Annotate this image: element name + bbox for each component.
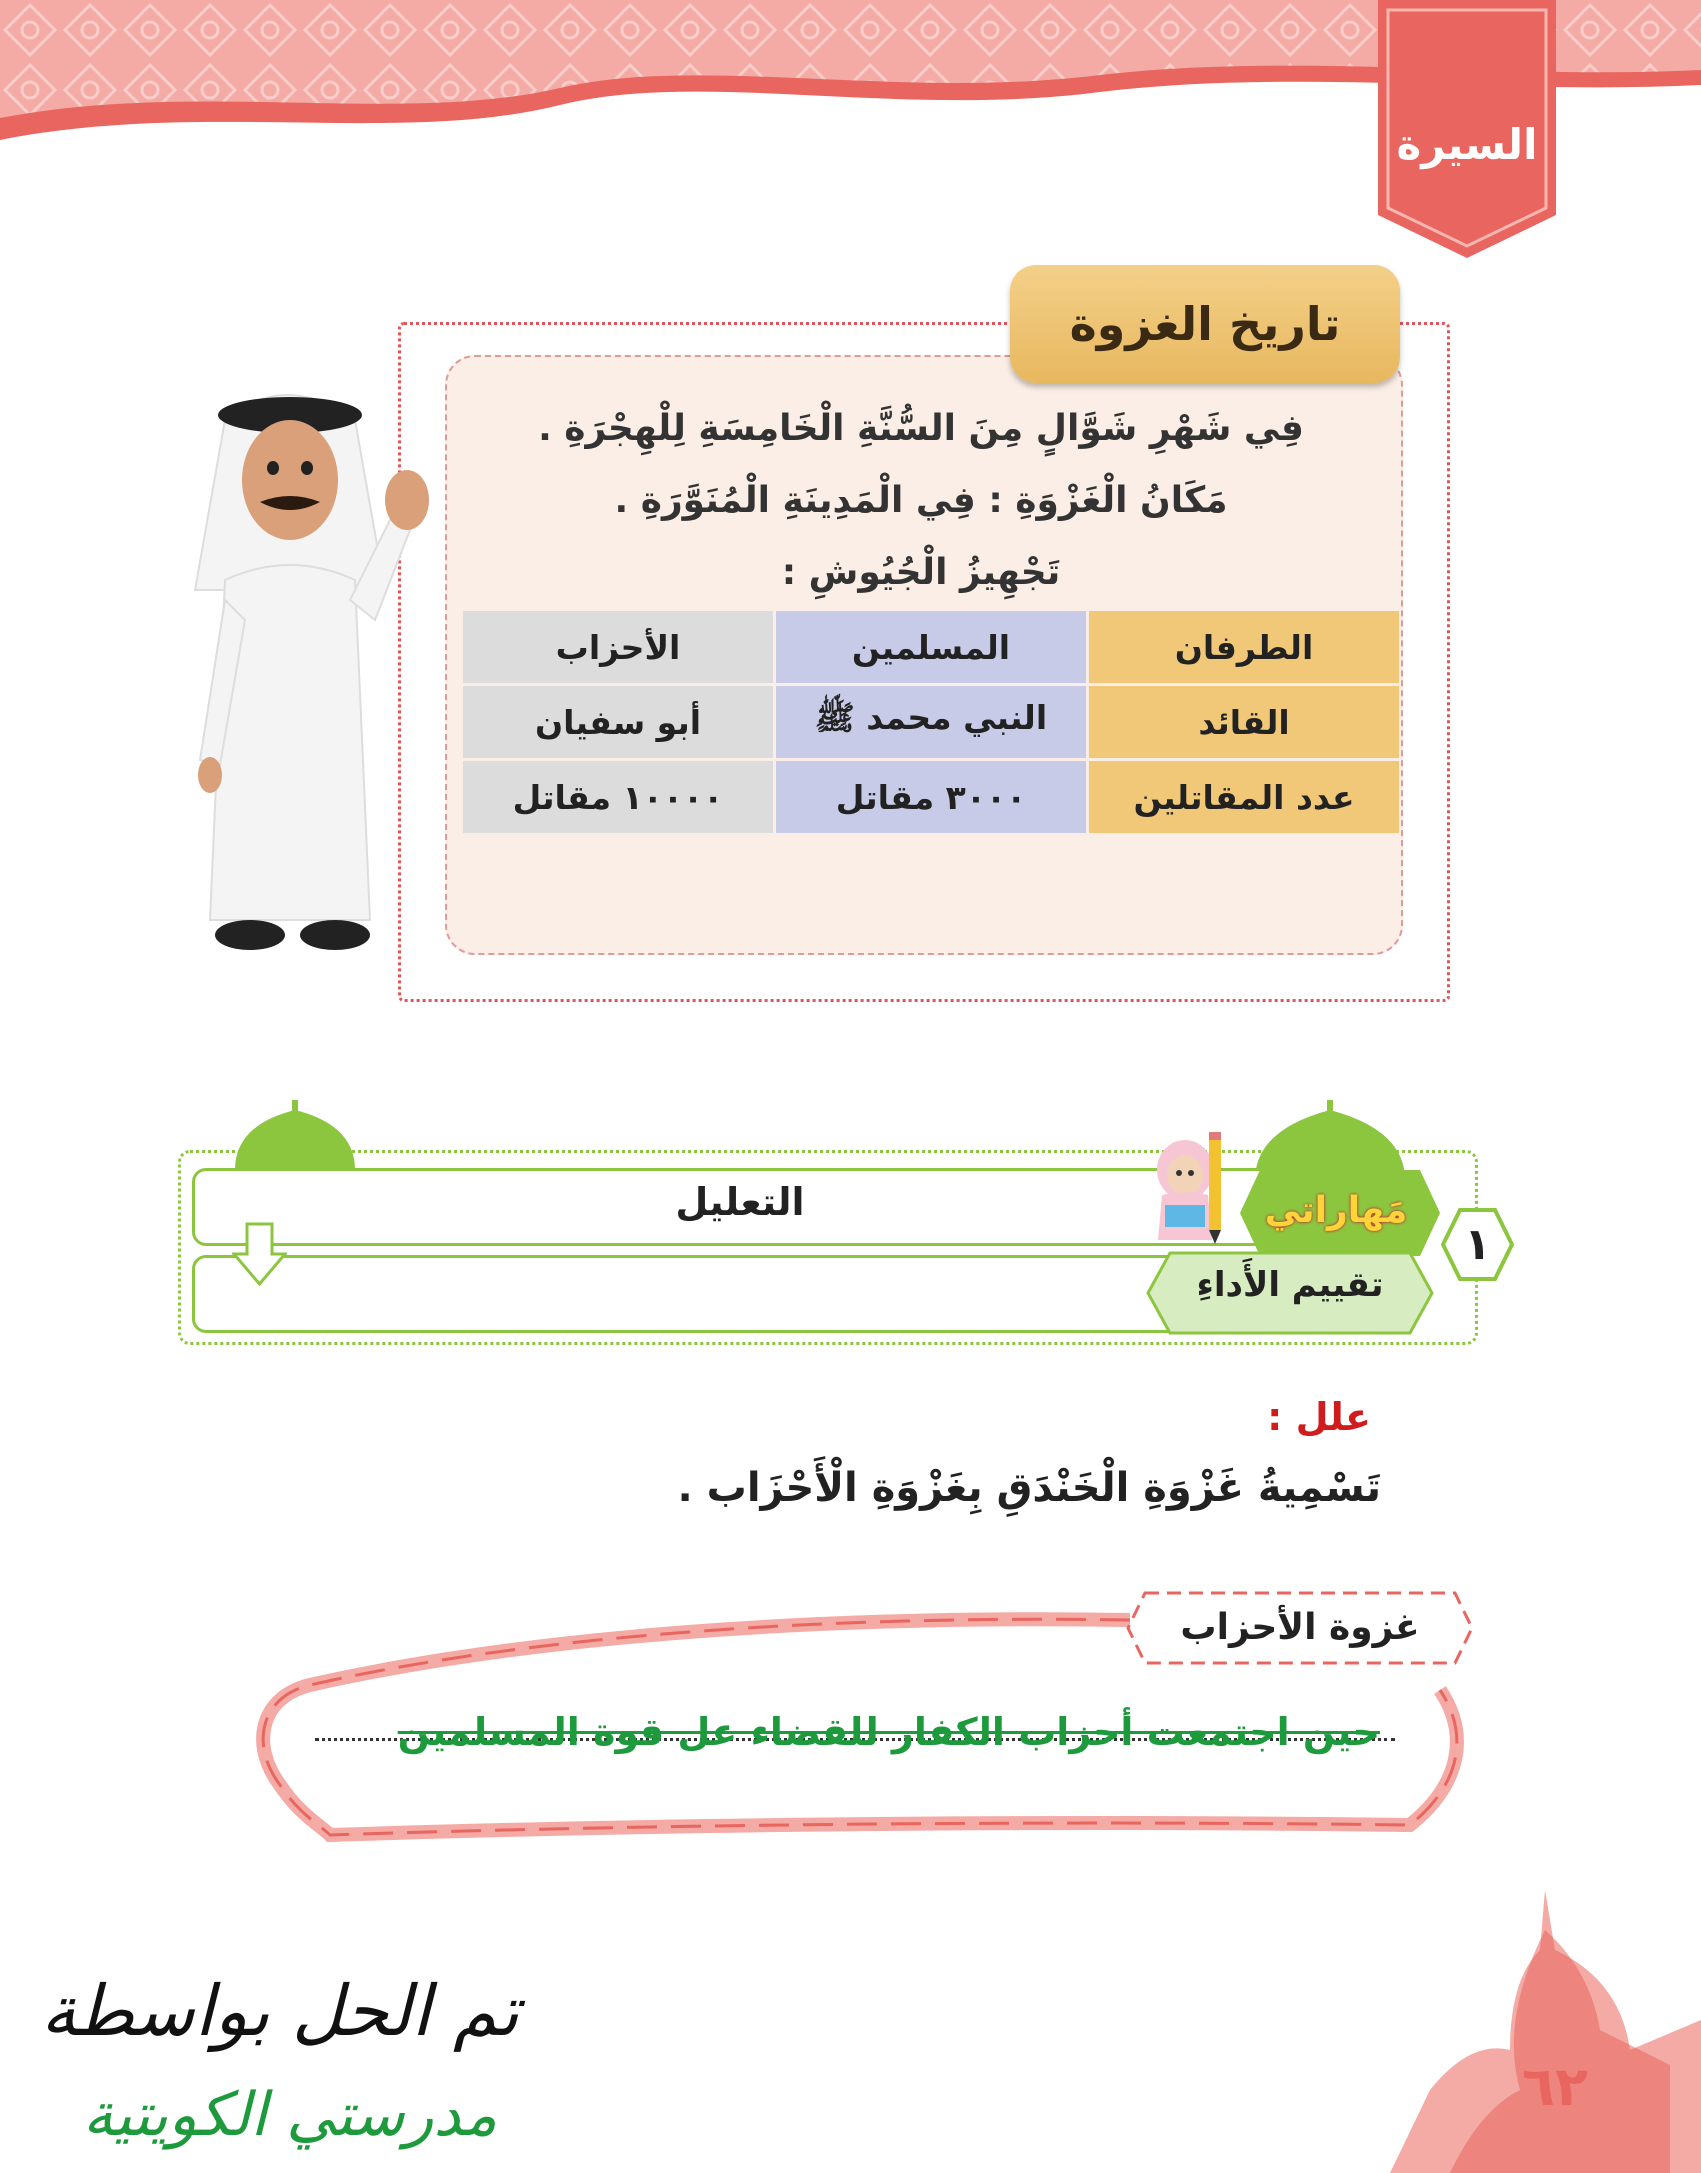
table-cell: الأحزاب [463,611,773,683]
question-text: تَسْمِيةُ غَزْوَةِ الْخَنْدَقِ بِغَزْوَةِ الْأَحْزَاب . [677,1465,1381,1511]
table-row [463,611,1399,683]
question-number: ١ [1464,1219,1491,1270]
page-corner-ornament [1390,1890,1701,2173]
table-cell: ٣٠٠٠ مقاتل [776,761,1086,833]
down-arrow-icon [232,1222,287,1286]
skill-name: التعليل [675,1180,805,1224]
maharati-label: مَهاراتي [1264,1190,1408,1231]
section-tag-label: السيرة [1396,120,1538,169]
history-title: تاريخ الغزوة [1010,265,1400,383]
answer-text[interactable]: حين اجتمعت أحزاب الكفار للقضاء عل قوة المسلمين [397,1710,1380,1754]
character-illustration [185,380,475,1000]
table-cell: ١٠٠٠٠ مقاتل [463,761,773,833]
armies-table [460,608,1402,836]
dome-left-icon [225,1100,365,1170]
table-cell: عدد المقاتلين [1089,761,1399,833]
table-cell: المسلمين [776,611,1086,683]
table-cell: الطرفان [1089,611,1399,683]
table-row [463,761,1399,833]
history-line-place: مَكَانُ الْغَزْوَةِ : فِي الْمَدِينَةِ الْمُنَوَّرَةِ . [614,480,1228,521]
page-number: ٦٢ [1522,2055,1588,2118]
table-cell: أبو سفيان [463,686,773,758]
table-cell: القائد [1089,686,1399,758]
skill-bar-bottom [192,1255,1292,1333]
table-row [463,686,1399,758]
pencil-icon [1205,1130,1225,1245]
school-name-text: مدرستي الكويتية [82,2080,498,2150]
table-cell: النبي محمد ﷺ [776,686,1086,758]
history-line-month: فِي شَهْرِ شَوَّالٍ مِنَ السُّنَّةِ الْخَامِسَةِ لِلْهِجْرَةِ . [538,408,1304,449]
history-line-armies: تَجْهِيزُ الْجُيُوشِ : [781,552,1061,593]
answer-label: غزوة الأحزاب [1180,1607,1420,1648]
solved-by-text: تم الحل بواسطة [40,1970,520,2052]
question-prompt: علل : [1267,1395,1371,1439]
evaluation-label: تقييم الأَداءِ [1196,1265,1384,1305]
